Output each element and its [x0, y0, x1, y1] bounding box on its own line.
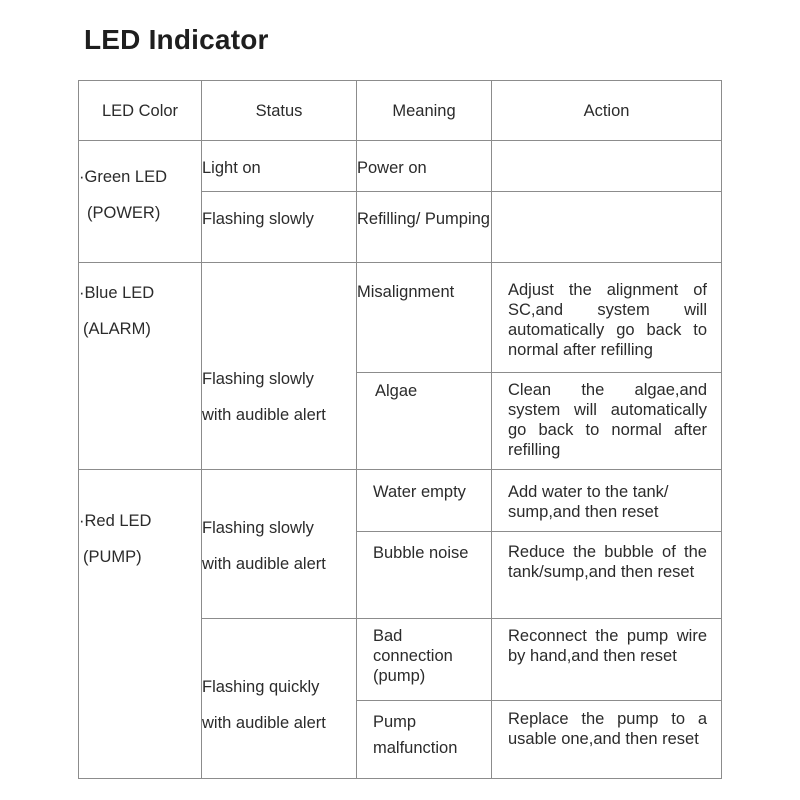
status-line: Flashing slowly	[202, 519, 314, 537]
header-meaning: Meaning	[357, 81, 492, 141]
meaning-cell: Pump malfunction	[357, 701, 492, 779]
action-cell	[492, 192, 722, 263]
header-action: Action	[492, 81, 722, 141]
led-color-name: ·Green LED	[79, 168, 168, 186]
led-color-cell-green	[79, 141, 202, 263]
status-line: with audible alert	[202, 406, 326, 424]
header-status: Status	[202, 81, 357, 141]
action-cell: Clean the algae,and system will automatically go back to normal after refilling	[492, 373, 722, 470]
led-color-cell-blue	[79, 263, 202, 470]
table-row	[79, 263, 722, 373]
status-cell	[202, 263, 357, 470]
action-cell: Reconnect the pump wire by hand,and then reset	[492, 619, 722, 701]
table-row	[79, 470, 722, 532]
status-cell	[202, 619, 357, 779]
status-cell	[202, 470, 357, 619]
table-row	[79, 141, 722, 192]
status-line: with audible alert	[202, 713, 326, 732]
led-color-function: (POWER)	[87, 204, 161, 222]
action-cell: Adjust the alignment of SC,and system will automatically go back to normal after refilling	[492, 263, 722, 373]
led-color-function: (ALARM)	[83, 320, 151, 338]
status-line: with audible alert	[202, 555, 326, 573]
status-line: Flashing slowly	[202, 370, 314, 388]
meaning-cell: Bad connection (pump)	[357, 619, 492, 701]
led-color-name: ·Blue LED	[79, 284, 155, 302]
page-title: LED Indicator	[84, 24, 269, 55]
action-cell: Reduce the bubble of the tank/sump,and then reset	[492, 532, 722, 619]
header-led-color: LED Color	[79, 81, 202, 141]
meaning-cell: Bubble noise	[357, 532, 492, 619]
led-color-function: (PUMP)	[83, 548, 142, 566]
meaning-cell: Refilling/ Pumping	[357, 192, 492, 263]
action-cell	[492, 141, 722, 192]
table-header-row	[79, 81, 722, 141]
action-cell: Add water to the tank/ sump,and then reset	[492, 470, 722, 532]
action-cell: Replace the pump to a usable one,and then reset	[492, 701, 722, 779]
led-color-cell-red	[79, 470, 202, 779]
meaning-cell: Water empty	[357, 470, 492, 532]
meaning-cell: Power on	[357, 141, 492, 192]
status-cell: Light on	[202, 141, 357, 192]
led-indicator-table	[78, 80, 722, 779]
status-cell: Flashing slowly	[202, 192, 357, 263]
meaning-cell: Algae	[357, 373, 492, 470]
meaning-cell: Misalignment	[357, 263, 492, 373]
led-color-name: ·Red LED	[79, 512, 152, 530]
status-line: Flashing quickly	[202, 677, 320, 696]
